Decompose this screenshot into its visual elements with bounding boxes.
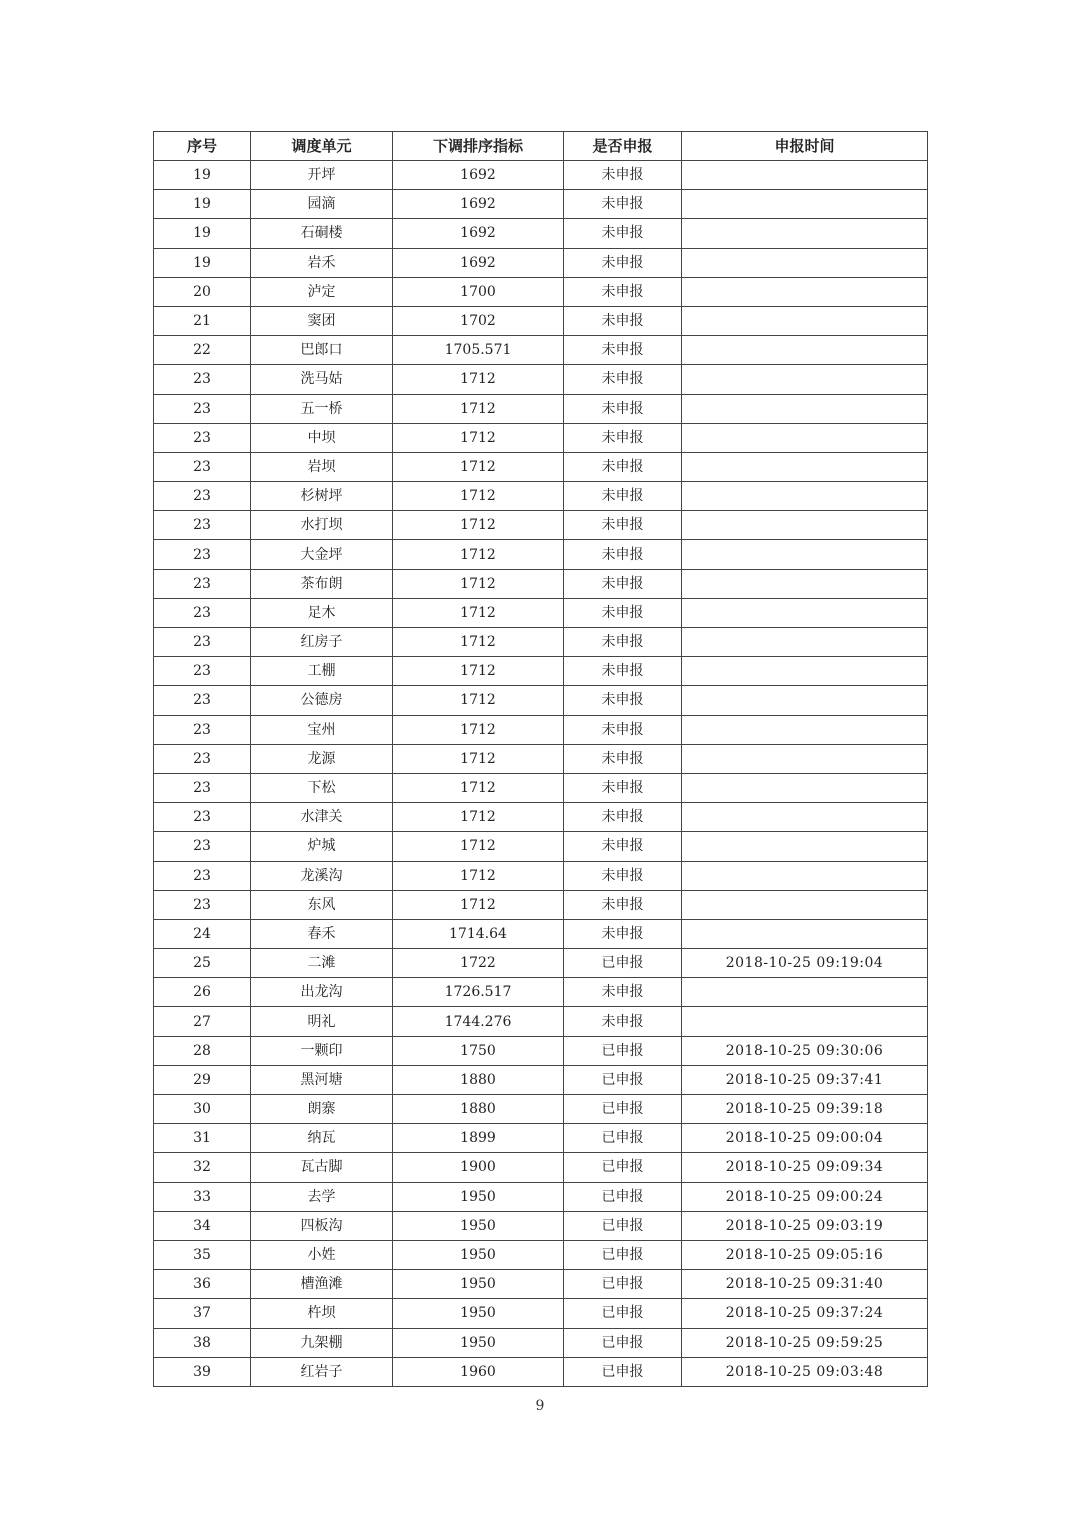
cell-unit: 二滩 [251,949,393,978]
cell-index: 20 [154,277,251,306]
cell-unit: 岩坝 [251,452,393,481]
table-row [154,540,928,569]
table-row [154,1036,928,1065]
cell-index: 23 [154,598,251,627]
cell-time [682,686,928,715]
table-row [154,1328,928,1357]
cell-metric: 1705.571 [393,336,564,365]
table-row [154,803,928,832]
cell-unit: 明礼 [251,1007,393,1036]
cell-declared: 未申报 [564,890,682,919]
cell-time [682,803,928,832]
cell-declared: 未申报 [564,919,682,948]
table-row [154,1153,928,1182]
cell-declared: 未申报 [564,161,682,190]
cell-metric: 1712 [393,452,564,481]
cell-index: 23 [154,511,251,540]
cell-time [682,161,928,190]
cell-index: 24 [154,919,251,948]
cell-unit: 巴郎口 [251,336,393,365]
cell-index: 38 [154,1328,251,1357]
cell-unit: 茶布朗 [251,569,393,598]
cell-index: 21 [154,306,251,335]
dispatch-table [153,131,928,1387]
table-row [154,890,928,919]
cell-metric: 1712 [393,598,564,627]
cell-declared: 未申报 [564,190,682,219]
cell-metric: 1950 [393,1182,564,1211]
table-row [154,773,928,802]
cell-index: 23 [154,569,251,598]
cell-time: 2018-10-25 09:03:19 [682,1211,928,1240]
cell-declared: 未申报 [564,978,682,1007]
cell-time [682,715,928,744]
cell-unit: 石硐楼 [251,219,393,248]
cell-time: 2018-10-25 09:31:40 [682,1270,928,1299]
cell-unit: 足木 [251,598,393,627]
table-row [154,365,928,394]
cell-unit: 工棚 [251,657,393,686]
cell-metric: 1744.276 [393,1007,564,1036]
table-row [154,190,928,219]
cell-metric: 1880 [393,1065,564,1094]
table-row [154,598,928,627]
cell-metric: 1700 [393,277,564,306]
col-header-metric: 下调排序指标 [393,132,564,161]
cell-index: 19 [154,161,251,190]
cell-declared: 未申报 [564,277,682,306]
cell-time [682,336,928,365]
cell-time [682,919,928,948]
cell-metric: 1722 [393,949,564,978]
cell-metric: 1712 [393,423,564,452]
cell-metric: 1712 [393,832,564,861]
cell-unit: 去学 [251,1182,393,1211]
table-row [154,277,928,306]
cell-declared: 未申报 [564,482,682,511]
cell-declared: 未申报 [564,248,682,277]
cell-index: 19 [154,248,251,277]
cell-index: 23 [154,365,251,394]
cell-time [682,861,928,890]
cell-unit: 窦团 [251,306,393,335]
table-row [154,1240,928,1269]
cell-metric: 1712 [393,715,564,744]
cell-metric: 1712 [393,686,564,715]
cell-index: 23 [154,394,251,423]
table-row [154,161,928,190]
cell-index: 23 [154,744,251,773]
table-row [154,569,928,598]
cell-unit: 小姓 [251,1240,393,1269]
cell-metric: 1712 [393,482,564,511]
cell-index: 32 [154,1153,251,1182]
cell-time [682,482,928,511]
cell-unit: 一颗印 [251,1036,393,1065]
cell-unit: 水津关 [251,803,393,832]
cell-time [682,452,928,481]
cell-time: 2018-10-25 09:00:24 [682,1182,928,1211]
cell-declared: 未申报 [564,306,682,335]
cell-metric: 1714.64 [393,919,564,948]
cell-metric: 1712 [393,773,564,802]
cell-index: 28 [154,1036,251,1065]
cell-metric: 1712 [393,365,564,394]
table-row [154,919,928,948]
cell-index: 23 [154,861,251,890]
cell-index: 23 [154,452,251,481]
cell-index: 34 [154,1211,251,1240]
cell-metric: 1950 [393,1328,564,1357]
cell-index: 23 [154,482,251,511]
cell-index: 30 [154,1095,251,1124]
cell-declared: 已申报 [564,1357,682,1386]
table-row [154,336,928,365]
cell-index: 22 [154,336,251,365]
col-header-unit: 调度单元 [251,132,393,161]
cell-unit: 朗寨 [251,1095,393,1124]
cell-unit: 泸定 [251,277,393,306]
cell-index: 33 [154,1182,251,1211]
table-row [154,1299,928,1328]
cell-time [682,890,928,919]
cell-declared: 未申报 [564,219,682,248]
cell-declared: 未申报 [564,394,682,423]
cell-metric: 1950 [393,1270,564,1299]
cell-time [682,657,928,686]
cell-unit: 岩禾 [251,248,393,277]
cell-index: 23 [154,715,251,744]
cell-metric: 1712 [393,890,564,919]
cell-declared: 已申报 [564,1124,682,1153]
cell-index: 25 [154,949,251,978]
cell-time: 2018-10-25 09:37:24 [682,1299,928,1328]
table-row [154,1124,928,1153]
table-row [154,482,928,511]
cell-declared: 未申报 [564,861,682,890]
cell-declared: 未申报 [564,452,682,481]
cell-declared: 已申报 [564,949,682,978]
cell-index: 37 [154,1299,251,1328]
cell-metric: 1692 [393,190,564,219]
cell-index: 19 [154,219,251,248]
cell-index: 36 [154,1270,251,1299]
cell-time [682,540,928,569]
cell-metric: 1692 [393,219,564,248]
cell-time [682,598,928,627]
table-row [154,861,928,890]
cell-index: 27 [154,1007,251,1036]
cell-metric: 1750 [393,1036,564,1065]
cell-index: 29 [154,1065,251,1094]
cell-unit: 红房子 [251,628,393,657]
cell-index: 19 [154,190,251,219]
cell-index: 35 [154,1240,251,1269]
table-row [154,1270,928,1299]
table-row [154,511,928,540]
cell-declared: 已申报 [564,1036,682,1065]
page-number: 9 [535,1398,545,1414]
table-row [154,1182,928,1211]
table-row [154,423,928,452]
cell-declared: 未申报 [564,773,682,802]
cell-unit: 开坪 [251,161,393,190]
cell-unit: 出龙沟 [251,978,393,1007]
cell-time: 2018-10-25 09:05:16 [682,1240,928,1269]
cell-unit: 龙源 [251,744,393,773]
cell-declared: 已申报 [564,1182,682,1211]
cell-unit: 九架棚 [251,1328,393,1357]
cell-unit: 公德房 [251,686,393,715]
cell-unit: 龙溪沟 [251,861,393,890]
cell-index: 23 [154,832,251,861]
table-row [154,832,928,861]
cell-declared: 未申报 [564,832,682,861]
cell-time [682,219,928,248]
cell-unit: 杵坝 [251,1299,393,1328]
cell-unit: 水打坝 [251,511,393,540]
cell-declared: 未申报 [564,336,682,365]
col-header-time: 申报时间 [682,132,928,161]
cell-declared: 未申报 [564,803,682,832]
table-row [154,686,928,715]
table-row [154,949,928,978]
cell-metric: 1712 [393,628,564,657]
table-row [154,744,928,773]
cell-unit: 四板沟 [251,1211,393,1240]
col-header-index: 序号 [154,132,251,161]
cell-declared: 未申报 [564,598,682,627]
cell-declared: 未申报 [564,423,682,452]
cell-time [682,773,928,802]
cell-index: 31 [154,1124,251,1153]
cell-unit: 宝州 [251,715,393,744]
cell-index: 23 [154,890,251,919]
cell-metric: 1960 [393,1357,564,1386]
cell-metric: 1702 [393,306,564,335]
cell-declared: 已申报 [564,1270,682,1299]
cell-time: 2018-10-25 09:03:48 [682,1357,928,1386]
cell-index: 23 [154,628,251,657]
cell-unit: 杉树坪 [251,482,393,511]
table-row [154,1065,928,1094]
cell-declared: 已申报 [564,1153,682,1182]
header-row [154,132,928,161]
cell-declared: 未申报 [564,540,682,569]
cell-metric: 1712 [393,861,564,890]
cell-declared: 已申报 [564,1095,682,1124]
cell-declared: 已申报 [564,1299,682,1328]
cell-time [682,1007,928,1036]
cell-declared: 已申报 [564,1240,682,1269]
table-row [154,628,928,657]
cell-time [682,190,928,219]
cell-declared: 已申报 [564,1065,682,1094]
cell-time [682,423,928,452]
cell-unit: 瓦古脚 [251,1153,393,1182]
cell-metric: 1950 [393,1240,564,1269]
cell-index: 23 [154,773,251,802]
cell-declared: 未申报 [564,657,682,686]
cell-index: 23 [154,540,251,569]
cell-index: 23 [154,423,251,452]
table-row [154,219,928,248]
cell-time: 2018-10-25 09:37:41 [682,1065,928,1094]
table-row [154,1095,928,1124]
cell-unit: 槽渔滩 [251,1270,393,1299]
table-row [154,978,928,1007]
cell-unit: 春禾 [251,919,393,948]
col-header-declared: 是否申报 [564,132,682,161]
cell-metric: 1712 [393,540,564,569]
cell-metric: 1950 [393,1299,564,1328]
cell-metric: 1950 [393,1211,564,1240]
cell-metric: 1692 [393,161,564,190]
cell-index: 26 [154,978,251,1007]
cell-metric: 1712 [393,744,564,773]
cell-unit: 纳瓦 [251,1124,393,1153]
cell-time: 2018-10-25 09:39:18 [682,1095,928,1124]
cell-time [682,511,928,540]
cell-time: 2018-10-25 09:09:34 [682,1153,928,1182]
cell-metric: 1726.517 [393,978,564,1007]
cell-unit: 黑河塘 [251,1065,393,1094]
cell-time: 2018-10-25 09:30:06 [682,1036,928,1065]
cell-time: 2018-10-25 09:59:25 [682,1328,928,1357]
cell-time [682,569,928,598]
cell-unit: 下松 [251,773,393,802]
table-body [154,161,928,1387]
cell-metric: 1712 [393,394,564,423]
table-row [154,657,928,686]
cell-time: 2018-10-25 09:00:04 [682,1124,928,1153]
cell-metric: 1712 [393,511,564,540]
cell-unit: 东风 [251,890,393,919]
cell-declared: 未申报 [564,511,682,540]
cell-declared: 已申报 [564,1328,682,1357]
cell-metric: 1880 [393,1095,564,1124]
table-row [154,1357,928,1386]
cell-metric: 1692 [393,248,564,277]
cell-time [682,365,928,394]
cell-time [682,248,928,277]
cell-index: 23 [154,686,251,715]
cell-declared: 已申报 [564,1211,682,1240]
cell-time [682,832,928,861]
table-row [154,452,928,481]
cell-metric: 1899 [393,1124,564,1153]
cell-declared: 未申报 [564,744,682,773]
cell-unit: 五一桥 [251,394,393,423]
table-row [154,1211,928,1240]
cell-declared: 未申报 [564,569,682,598]
cell-time [682,277,928,306]
cell-time [682,306,928,335]
cell-index: 39 [154,1357,251,1386]
cell-metric: 1900 [393,1153,564,1182]
cell-index: 23 [154,803,251,832]
cell-unit: 炉城 [251,832,393,861]
table-row [154,306,928,335]
cell-declared: 未申报 [564,1007,682,1036]
cell-declared: 未申报 [564,715,682,744]
cell-time [682,744,928,773]
cell-time [682,978,928,1007]
cell-unit: 洗马姑 [251,365,393,394]
cell-declared: 未申报 [564,628,682,657]
cell-declared: 未申报 [564,686,682,715]
cell-unit: 红岩子 [251,1357,393,1386]
cell-time: 2018-10-25 09:19:04 [682,949,928,978]
cell-time [682,394,928,423]
cell-index: 23 [154,657,251,686]
cell-metric: 1712 [393,803,564,832]
cell-declared: 未申报 [564,365,682,394]
cell-unit: 园滴 [251,190,393,219]
cell-metric: 1712 [393,657,564,686]
cell-unit: 大金坪 [251,540,393,569]
cell-metric: 1712 [393,569,564,598]
table-row [154,1007,928,1036]
cell-unit: 中坝 [251,423,393,452]
cell-time [682,628,928,657]
table-row [154,248,928,277]
table-row [154,394,928,423]
table-row [154,715,928,744]
